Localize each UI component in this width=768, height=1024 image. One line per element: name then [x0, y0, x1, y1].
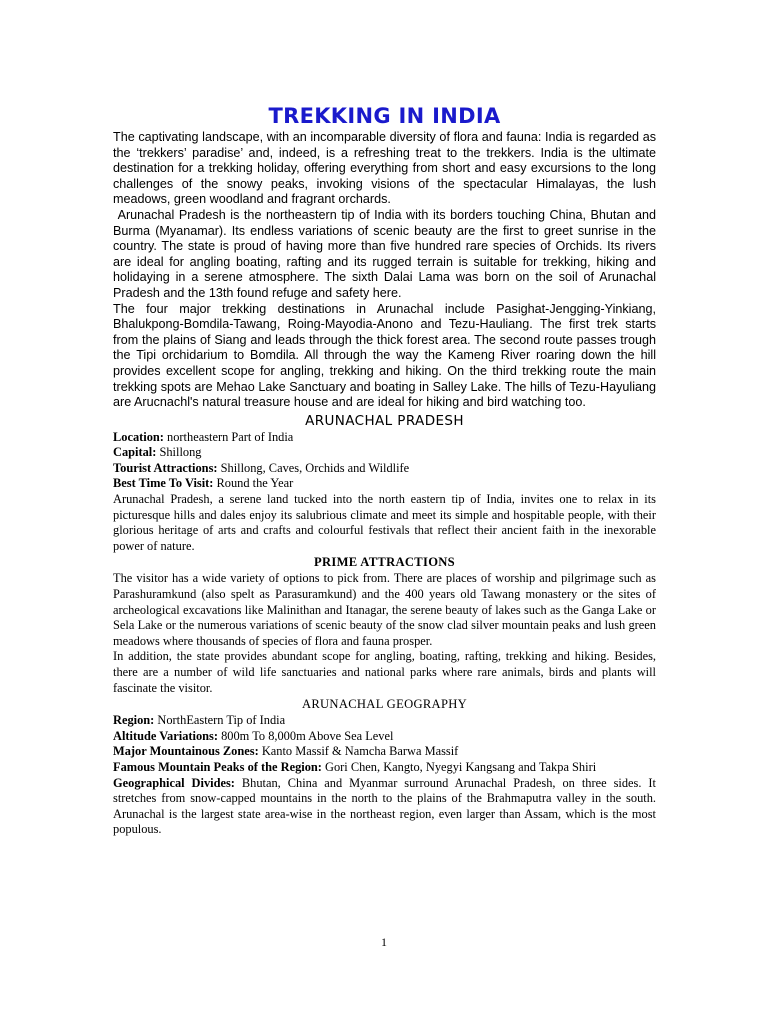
prime-heading: PRIME ATTRACTIONS — [314, 555, 455, 570]
arunachal-heading: ARUNACHAL PRADESH — [305, 412, 464, 429]
capital-value: Shillong — [156, 445, 202, 460]
capital-label: Capital: — [113, 445, 157, 460]
prime-paragraph-2: In addition, the state provides abundant scope for angling, boating, rafting, trekking and hiking. Besides, there are a number of wild life sanctuaries and national parks where rare animals, birds and plants will fascinate the visitor. — [113, 649, 656, 695]
besttime-label: Best Time To Visit: — [113, 476, 214, 491]
attractions-field — [113, 461, 656, 477]
besttime-field — [113, 476, 656, 492]
besttime-value: Round the Year — [213, 476, 294, 491]
divides-field — [113, 776, 656, 838]
altitude-label: Altitude Variations: — [113, 728, 218, 743]
altitude-field — [113, 729, 656, 745]
location-field — [113, 430, 656, 446]
peaks-field — [113, 760, 656, 776]
location-value: northeastern Part of India — [163, 429, 294, 444]
intro-section — [113, 130, 660, 411]
peaks-value: Gori Chen, Kangto, Nyegyi Kangsang and Takpa Shiri — [321, 759, 597, 774]
divides-label: Geographical Divides: — [113, 775, 235, 790]
attractions-label: Tourist Attractions: — [113, 460, 218, 475]
intro-paragraph-2: Arunachal Pradesh is the northeastern tip of India with its borders touching China, Bhutan and Burma (Myanamar). Its endless variations of scenic beauty are the first to greet sunrise in the country. The state is proud of having more than five hundred rare species of Orchids. Its rivers are ideal for angling boating, rafting and its rugged terrain is suitable for trekking, hiking and holidaying in a serene atmosphere. The sixth Dalai Lama was born on the soil of Arunachal Pradesh and the 13th found refuge and safety here. — [113, 207, 660, 300]
peaks-label: Famous Mountain Peaks of the Region: — [113, 759, 322, 774]
attractions-value: Shillong, Caves, Orchids and Wildlife — [217, 460, 410, 475]
zones-value: Kanto Massif & Namcha Barwa Massif — [258, 744, 459, 759]
region-label: Region: — [113, 713, 155, 728]
zones-label: Major Mountainous Zones: — [113, 744, 259, 759]
geography-heading: ARUNACHAL GEOGRAPHY — [301, 697, 468, 712]
intro-paragraph-1: The captivating landscape, with an incomparable diversity of flora and fauna: India is regarded as the ‘trekkers’ paradise’ and, indeed, is a refreshing treat to the trekkers. India is the ultimate destination for a trekking holiday, offering everything from short and easy excursions to the long challenges of the snowy peaks, invoking visions of the spectacular Himalayas, the lush meadows, green woodland and fragrant orchards. — [113, 130, 656, 207]
arunachal-description: Arunachal Pradesh, a serene land tucked into the north eastern tip of India, invites one to relax in its picturesque hills and dales enjoy its salubrious climate and meet its simple and hospitable people, with their glorious heritage of arts and crafts and colourful festivals that reflect their ancient faith in the inexorable power of nature. — [113, 492, 656, 553]
document-page — [113, 100, 660, 838]
prime-paragraph-1: The visitor has a wide variety of options to pick from. There are places of worship and pilgrimage such as Parashuramkund (also spelt as Parasuramkund) and the 400 years old Tawang monastery or the sites of archeological excavations like Malinithan and Itanagar, the serene beauty of lakes such as the Ganga Lake or Sela Lake or the numerous variations of scenic beauty of the snow clad silver mountain peaks and lush green meadows where thousands of species of flora and fauna prosper. — [113, 571, 656, 648]
region-field — [113, 713, 656, 729]
divides-value: Bhutan, China and Myanmar surround Arunachal Pradesh, on three sides. It stretches from snow-capped mountains in the north to the plains of the Brahmaputra valley in the south. Arunachal is the largest state area-wise in the northeast region, even larger than Assam, which is the most populous. — [113, 775, 656, 837]
zones-field — [113, 744, 656, 760]
capital-field — [113, 445, 656, 461]
arunachal-section — [113, 430, 656, 838]
region-value: NorthEastern Tip of India — [154, 713, 286, 728]
altitude-value: 800m To 8,000m Above Sea Level — [218, 728, 394, 743]
location-label: Location: — [113, 429, 164, 444]
page-title: TREKKING IN INDIA — [268, 104, 501, 128]
intro-paragraph-3: The four major trekking destinations in Arunachal include Pasighat-Jengging-Yinkiang, Bhalukpong-Bomdila-Tawang, Roing-Mayodia-Anono and Tezu-Hauliang. The first trek starts from the plains of Siang and leads through the thick forest area. The second route passes trough the Tipi orchidarium to Bomdila. All through the way the Kameng River roaring down the hill provides excellent scope for angling, trekking and hiking. On the third trekking route the main trekking spots are Mehao Lake Sanctuary and boating in Salley Lake. The hills of Tezu-Hayuliang are Arucnachl's natural treasure house and are ideal for hiking and bird watching too. — [113, 301, 656, 410]
page-number: 1 — [381, 935, 387, 949]
